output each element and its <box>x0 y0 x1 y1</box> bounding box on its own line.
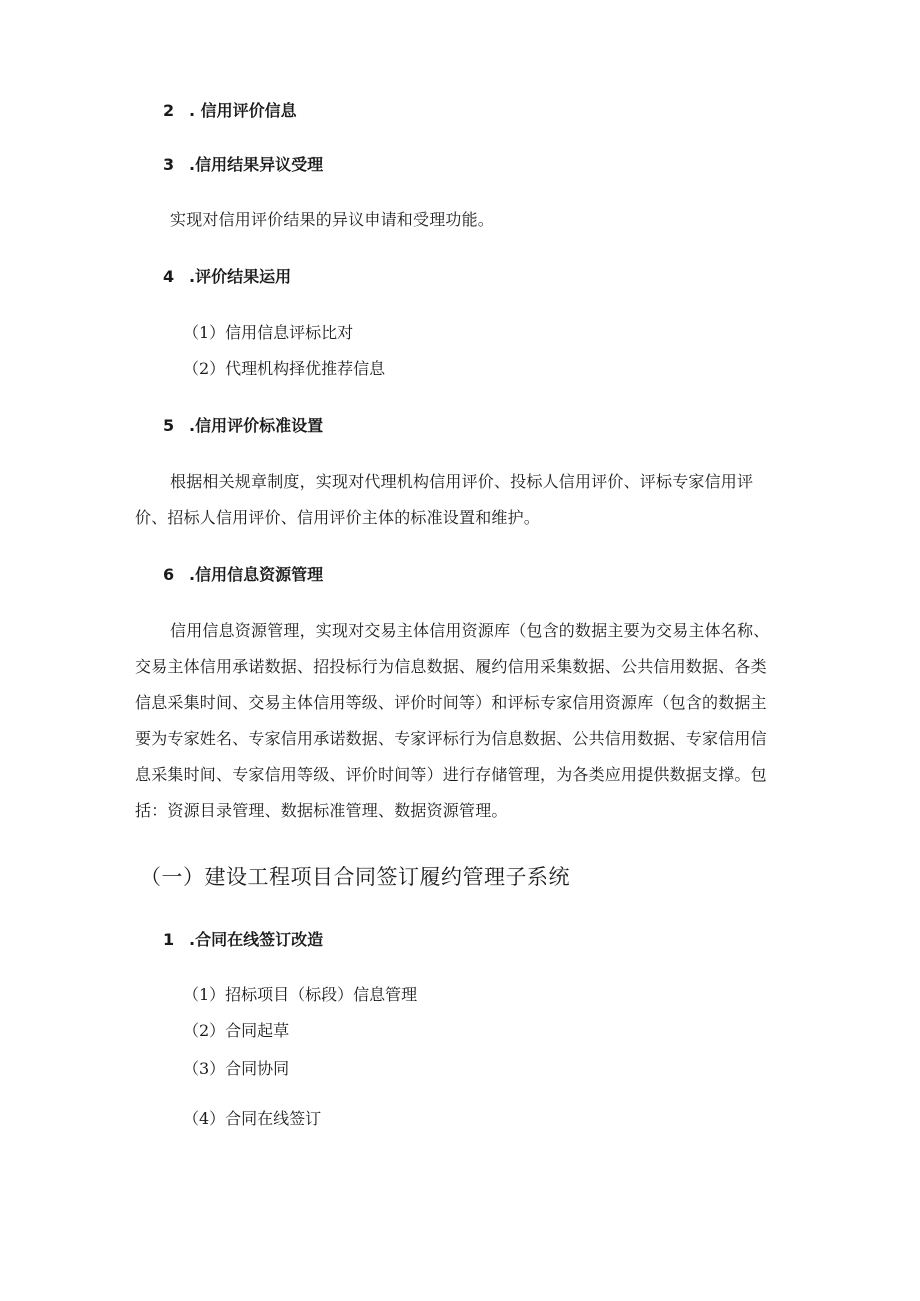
paragraph-line: 根据相关规章制度，实现对代理机构信用评价、投标人信用评价、评标专家信用评 <box>170 472 754 491</box>
list-item: （4）合同在线签订 <box>183 1109 322 1128</box>
heading-text: .信用信息资源管理 <box>189 565 324 584</box>
list-item: （3）合同协同 <box>183 1059 290 1078</box>
paragraph-3: 实现对信用评价结果的异议申请和受理功能。 <box>170 210 495 229</box>
heading-number: 3 <box>163 155 175 174</box>
heading-1 <box>163 927 323 950</box>
paragraph-line: 交易主体信用承诺数据、招投标行为信息数据、履约信用采集数据、公共信用数据、各类 <box>135 657 767 676</box>
heading-number: 1 <box>163 930 175 949</box>
list-item: （2）合同起草 <box>183 1021 290 1040</box>
heading-text: . 信用评价信息 <box>189 101 297 120</box>
heading-5 <box>163 413 323 436</box>
heading-3 <box>163 152 323 175</box>
list-item: （2）代理机构择优推荐信息 <box>183 359 386 378</box>
heading-number: 5 <box>163 416 175 435</box>
paragraph-line: 价、招标人信用评价、信用评价主体的标准设置和维护。 <box>135 508 541 527</box>
heading-text: .合同在线签订改造 <box>189 930 324 949</box>
heading-text: .信用结果异议受理 <box>189 155 324 174</box>
heading-number: 6 <box>163 565 175 584</box>
heading-number: 4 <box>163 267 175 286</box>
heading-text: .评价结果运用 <box>189 267 292 286</box>
section-title: （一）建设工程项目合同签订履约管理子系统 <box>140 865 570 889</box>
heading-text: .信用评价标准设置 <box>189 416 324 435</box>
list-item: （1）招标项目（标段）信息管理 <box>183 985 418 1004</box>
heading-number: 2 <box>163 101 175 120</box>
paragraph-line: 括：资源目录管理、数据标准管理、数据资源管理。 <box>135 801 508 820</box>
paragraph-line: 信息采集时间、交易主体信用等级、评价时间等）和评标专家信用资源库（包含的数据主 <box>135 693 767 712</box>
heading-2 <box>163 98 297 121</box>
paragraph-line: 信用信息资源管理，实现对交易主体信用资源库（包含的数据主要为交易主体名称、 <box>170 621 770 640</box>
paragraph-line: 要为专家姓名、专家信用承诺数据、专家评标行为信息数据、公共信用数据、专家信用信 <box>135 729 767 748</box>
list-item: （1）信用信息评标比对 <box>183 323 354 342</box>
heading-6 <box>163 562 323 585</box>
heading-4 <box>163 264 291 287</box>
paragraph-line: 息采集时间、专家信用等级、评价时间等）进行存储管理，为各类应用提供数据支撑。包 <box>135 765 767 784</box>
